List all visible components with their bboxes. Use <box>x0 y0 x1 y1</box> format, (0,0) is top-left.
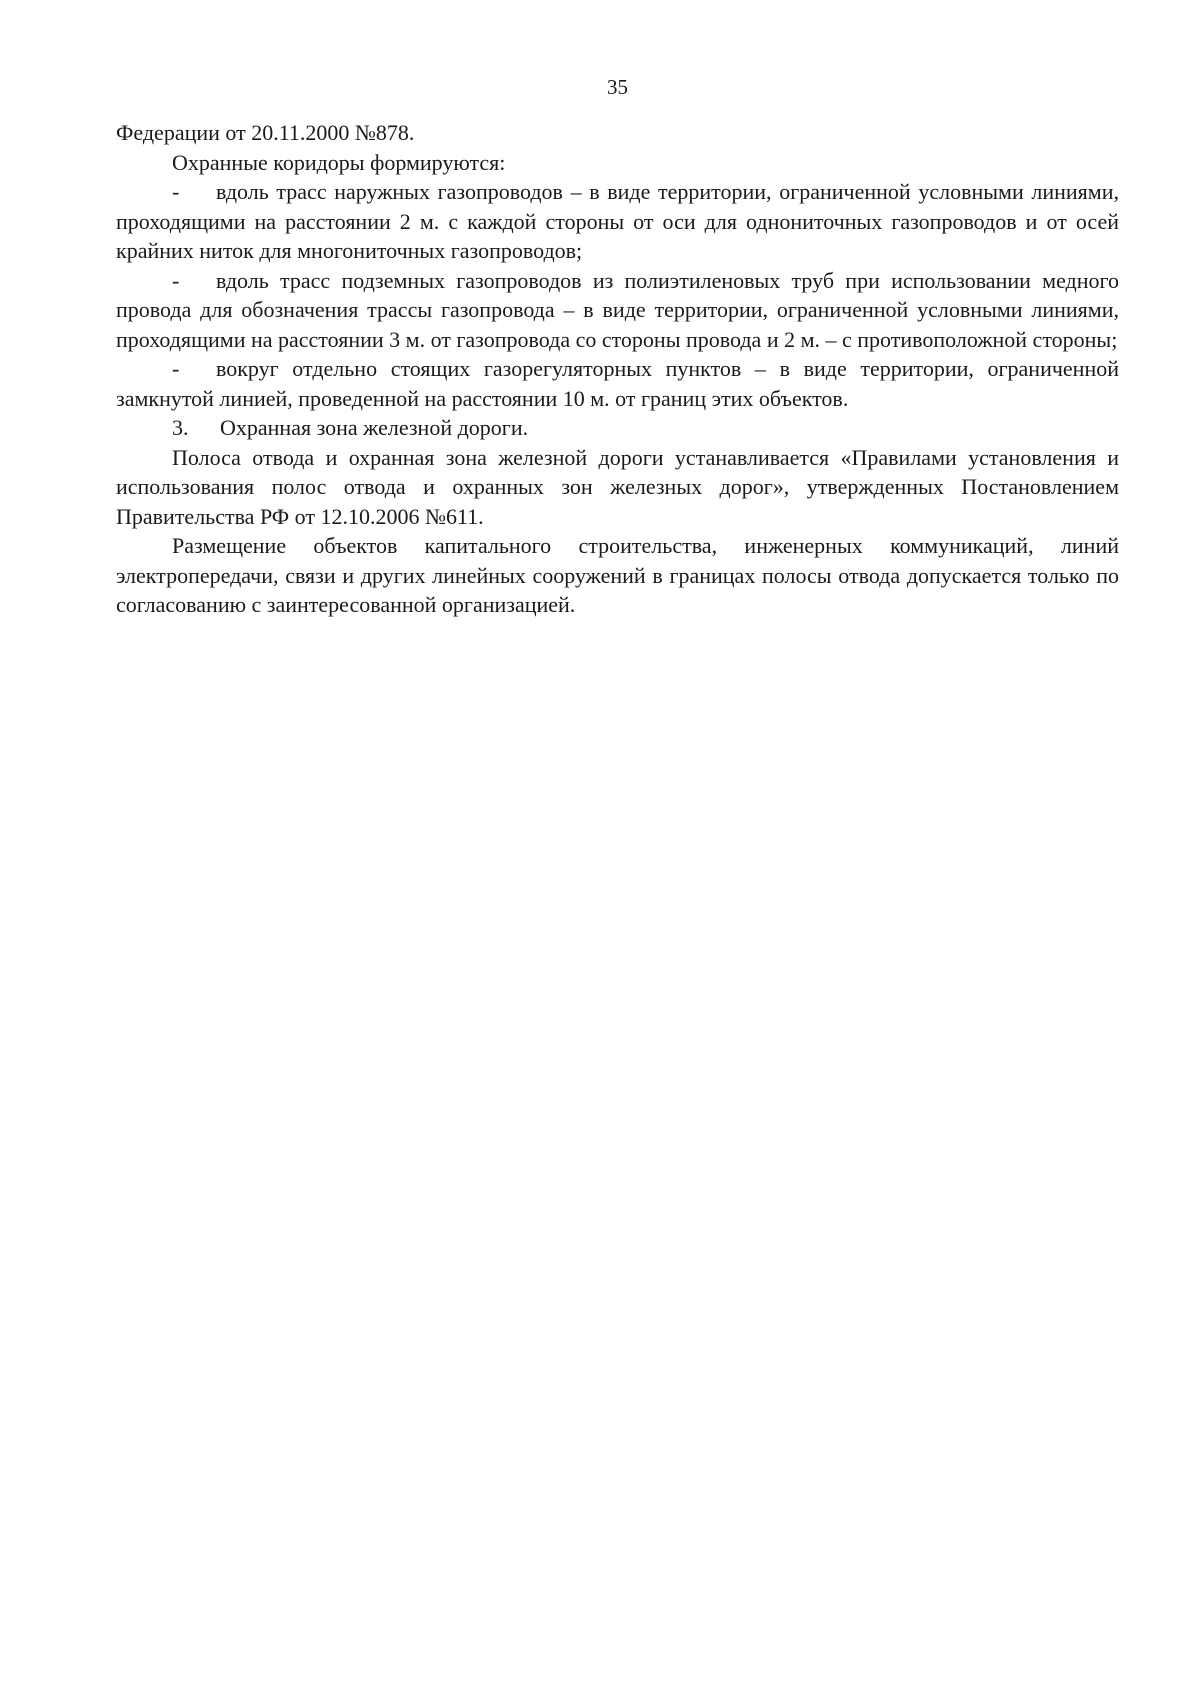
list-item-gas-regulator-points <box>116 354 1119 413</box>
list-item-outdoor-pipelines <box>116 177 1119 266</box>
list-item-underground-pipelines <box>116 266 1119 355</box>
paragraph-railway-rules: Полоса отвода и охранная зона железной дороги устанавливается «Правилами установления и использования полос отвода и охранных зон железных дорог», утвержденных Постановлением Правительства РФ от 12.10.2006 №611. <box>116 444 1119 529</box>
document-body <box>116 118 1119 620</box>
page-number: 35 <box>607 75 628 99</box>
section-heading-railway <box>116 413 1119 443</box>
paragraph-continuation: Федерации от 20.11.2000 №878. <box>116 120 415 145</box>
paragraph-construction-placement: Размещение объектов капитального строительства, инженерных коммуникаций, линий электропередачи, связи и других линейных сооружений в границах полосы отвода допускается только по согласованию с заинтересованной организацией. <box>116 533 1119 617</box>
list-item-text: вокруг отдельно стоящих газорегуляторных пунктов – в виде территории, ограниченной замкнутой линией, проведенной на расстоянии 10 м. от границ этих объектов. <box>116 356 1119 411</box>
list-item-text: вдоль трасс наружных газопроводов – в виде территории, ограниченной условными линиями, проходящими на расстоянии 2 м. с каждой стороны от оси для однониточных газопроводов и от осей крайних ниток для многониточных газопроводов; <box>116 179 1119 263</box>
list-dash: - <box>172 356 180 381</box>
list-dash: - <box>172 267 180 293</box>
section-title: Охранная зона железной дороги. <box>220 415 529 440</box>
section-number: 3. <box>172 415 189 440</box>
paragraph-corridors-intro: Охранные коридоры формируются: <box>172 149 506 175</box>
list-dash: - <box>172 179 180 204</box>
list-item-text: вдоль трасс подземных газопроводов из полиэтиленовых труб при использовании медного провода для обозначения трассы газопровода – в виде территории, ограниченной условными линиями, проходящими на расстоянии 3 м. от газопровода со стороны провода и 2 м. – с противоположной стороны; <box>116 267 1119 352</box>
